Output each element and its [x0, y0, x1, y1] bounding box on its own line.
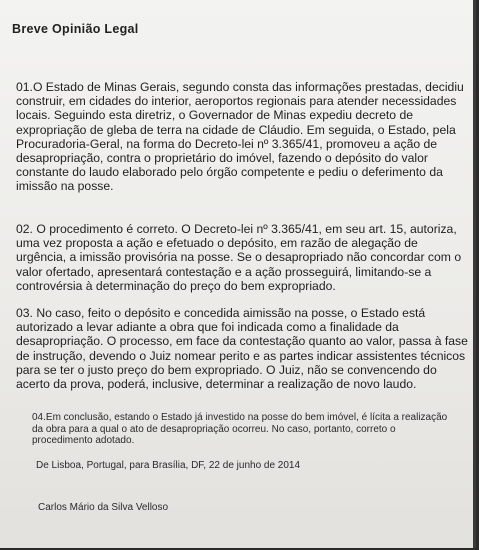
document-title: Breve Opinião Legal [12, 22, 139, 36]
paragraph-03: 03. No caso, feito o depósito e concedida aimissão na posse, o Estado está autorizado a levar adiante a obra que foi indicada como a finalidade da desapropriação. O processo, em face da contestação quanto ao valor, passa à fase de instrução, devendo o Juiz nomear perito e as partes indicar assistentes técnicos para se ter o justo preço do bem expropriado. O Juiz, não se convencendo do acerto da prova, poderá, inclusive, determinar a realização de novo laudo. [16, 306, 468, 392]
paragraph-02: 02. O procedimento é correto. O Decreto-lei nº 3.365/41, em seu art. 15, autoriza, uma vez proposta a ação e efetuado o depósito, em razão de alegação de urgência, a imissão provisória na posse. Se o desapropriado não concordar com o valor ofertado, apresentará contestação e a ação prosseguirá, limitando-se a controvérsia à determinação do preço do bem expropriado. [16, 222, 462, 293]
signature-name: Carlos Mário da Silva Velloso [38, 502, 169, 513]
paragraph-01: 01.O Estado de Minas Gerais, segundo consta das informações prestadas, decidiu construir, em cidades do interior, aeroportos regionais para atender necessidades locais. Seguindo esta diretriz, o Governador de Minas expediu decreto de expropriação de gleba de terra na cidade de Cláudio. Em seguida, o Estado, pela Procuradoria-Geral, na forma do Decreto-lei nº 3.365/41, promoveu a ação de desapropriação, contra o proprietário do imóvel, fazendo o depósito do valor constante do laudo elaborado pelo órgão competente e pediu o deferimento da imissão na posse. [16, 80, 464, 194]
place-date-line: De Lisboa, Portugal, para Brasília, DF, 22 de junho de 2014 [36, 460, 301, 471]
page-edge-shadow [473, 0, 476, 548]
paragraph-04: 04.Em conclusão, estando o Estado já investido na posse do bem imóvel, é lícita a realização da obra para a qual o ato de desapropriação ocorreu. No caso, portanto, correto o procedimento adotado. [32, 412, 448, 446]
